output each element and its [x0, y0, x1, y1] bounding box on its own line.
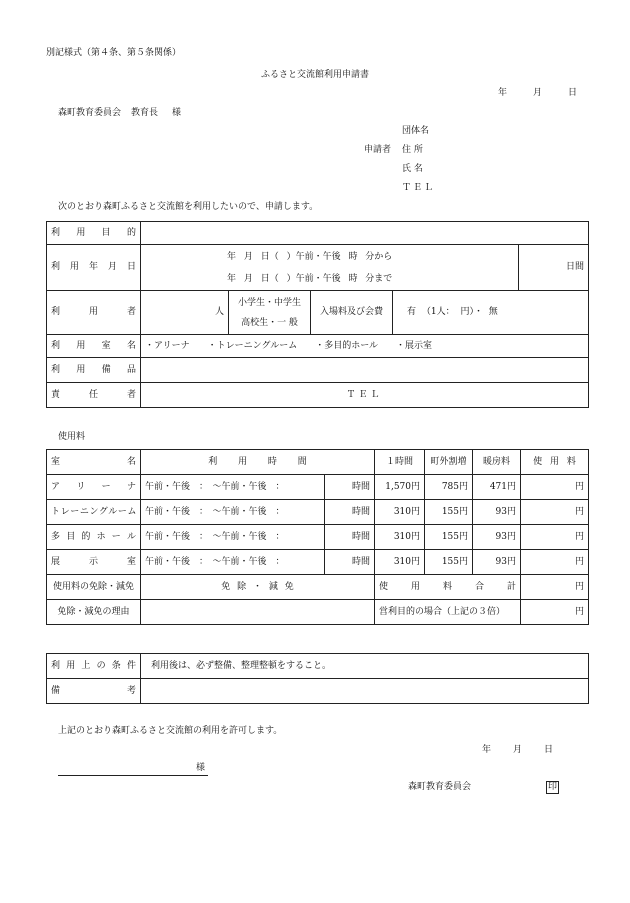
fee-heating: 471円 — [473, 475, 521, 500]
address-label: 住 所 — [402, 145, 423, 155]
equipment-field[interactable] — [141, 358, 589, 383]
fee-room: ア リ ー ナ — [47, 475, 141, 500]
approval-date-day: 日 — [544, 745, 554, 755]
fee-time[interactable]: 午前・午後 ： ～午前・午後 ： — [141, 550, 325, 575]
approval-text: 上記のとおり森町ふるさと交流館の利用を許可します。 — [58, 726, 283, 736]
fee-outside: 785円 — [425, 475, 473, 500]
student-category — [229, 291, 311, 335]
fee-amount[interactable]: 円 — [521, 500, 589, 525]
date-range-cell[interactable] — [141, 245, 519, 291]
fee-outside: 155円 — [425, 550, 473, 575]
admission-fee-label: 入場料及び会費 — [311, 291, 393, 335]
reason-row — [47, 600, 589, 625]
usage-table — [46, 221, 589, 408]
col-hour-header: １時間 — [375, 450, 425, 475]
fees-section-label: 使用料 — [58, 432, 86, 442]
fee-heating: 93円 — [473, 525, 521, 550]
fee-heating: 93円 — [473, 550, 521, 575]
manager-label: 責 任 者 — [47, 383, 141, 408]
col-heating-header: 暖房料 — [473, 450, 521, 475]
users-row — [47, 291, 589, 335]
conditions-table — [46, 653, 589, 704]
seal-mark — [546, 781, 559, 794]
fee-hours[interactable]: 時間 — [325, 500, 375, 525]
equipment-row — [47, 358, 589, 383]
conditions-row — [47, 654, 589, 679]
date-to: 年 月 日（ ）午前・午後 時 分まで — [227, 273, 393, 284]
seal-text: 印 — [548, 782, 558, 792]
recipient-honorific: 様 — [196, 763, 206, 773]
fees-header-row — [47, 450, 589, 475]
date-label: 利 用 年 月 日 — [47, 245, 141, 291]
fee-outside: 155円 — [425, 525, 473, 550]
recipient-underline[interactable] — [58, 775, 208, 776]
fee-row — [47, 550, 589, 575]
addressee-honorific: 様 — [172, 108, 182, 118]
fee-amount[interactable]: 円 — [521, 525, 589, 550]
col-fee-header: 使 用 料 — [521, 450, 589, 475]
fee-heating: 93円 — [473, 500, 521, 525]
exemption-value[interactable]: 免 除 ・ 減 免 — [141, 575, 375, 600]
notes-label: 備 考 — [47, 679, 141, 704]
exemption-label: 使用料の免除・減免 — [47, 575, 141, 600]
issuer-name: 森町教育委員会 — [408, 782, 472, 792]
fee-time[interactable]: 午前・午後 ： ～午前・午後 ： — [141, 475, 325, 500]
days-cell[interactable]: 日間 — [519, 245, 589, 291]
student-line2: 高校生・一 般 — [241, 317, 298, 328]
applicant-label: 申請者 — [364, 145, 392, 155]
form-number: 別記様式（第４条、第５条関係） — [46, 48, 182, 58]
manager-row — [47, 383, 589, 408]
addressee-org: 森町教育委員会 — [58, 108, 122, 118]
fee-room: 多 目 的 ホ ー ル — [47, 525, 141, 550]
approval-date — [482, 745, 553, 756]
conditions-label: 利 用 上 の 条 件 — [47, 654, 141, 679]
intro-text: 次のとおり森町ふるさと交流館を利用したいので、申請します。 — [58, 202, 319, 212]
fee-per-hour: 1,570円 — [375, 475, 425, 500]
fee-per-hour: 310円 — [375, 500, 425, 525]
commercial-value[interactable]: 円 — [521, 600, 589, 625]
fee-row — [47, 500, 589, 525]
header-date — [498, 88, 577, 99]
fees-table — [46, 449, 589, 625]
tel-label: ＴＥＬ — [402, 183, 436, 193]
fee-outside: 155円 — [425, 500, 473, 525]
fee-amount[interactable]: 円 — [521, 550, 589, 575]
reason-label: 免除・減免の理由 — [47, 600, 141, 625]
notes-row — [47, 679, 589, 704]
date-month: 月 — [533, 88, 543, 98]
fee-room: 展 示 室 — [47, 550, 141, 575]
reason-field[interactable] — [141, 600, 375, 625]
equipment-label: 利 用 備 品 — [47, 358, 141, 383]
name-label: 氏 名 — [402, 164, 423, 174]
addressee-title: 教育長 — [131, 108, 159, 118]
fee-hours[interactable]: 時間 — [325, 550, 375, 575]
fee-room: トレーニングルーム — [47, 500, 141, 525]
fee-row — [47, 525, 589, 550]
fee-row — [47, 475, 589, 500]
approval-date-month: 月 — [513, 745, 523, 755]
student-line1: 小学生・中学生 — [237, 297, 301, 308]
exemption-row — [47, 575, 589, 600]
room-label: 利 用 室 名 — [47, 335, 141, 358]
total-value[interactable]: 円 — [521, 575, 589, 600]
fee-amount[interactable]: 円 — [521, 475, 589, 500]
col-time-header: 利 用 時 間 — [141, 450, 375, 475]
date-year: 年 — [498, 88, 508, 98]
users-label: 利 用 者 — [47, 291, 141, 335]
persons-cell[interactable]: 人 — [141, 291, 229, 335]
total-label: 使 用 料 合 計 — [375, 575, 521, 600]
fee-per-hour: 310円 — [375, 525, 425, 550]
date-from: 年 月 日（ ）午前・午後 時 分から — [227, 251, 393, 262]
notes-field[interactable] — [141, 679, 589, 704]
addressee — [58, 108, 181, 119]
fee-hours[interactable]: 時間 — [325, 525, 375, 550]
col-room-header: 室 名 — [47, 450, 141, 475]
conditions-value: 利用後は、必ず整備、整理整頓をすること。 — [141, 654, 589, 679]
room-options[interactable]: ・アリーナ ・トレーニングルーム ・多目的ホール ・展示室 — [141, 335, 589, 358]
fee-hours[interactable]: 時間 — [325, 475, 375, 500]
col-outside-header: 町外割増 — [425, 450, 473, 475]
room-row — [47, 335, 589, 358]
purpose-row — [47, 222, 589, 245]
form-title: ふるさと交流館利用申請書 — [260, 70, 369, 80]
fee-time[interactable]: 午前・午後 ： ～午前・午後 ： — [141, 500, 325, 525]
date-row — [47, 245, 589, 291]
manager-tel[interactable]: ＴＥＬ — [141, 383, 589, 408]
approval-date-year: 年 — [482, 745, 492, 755]
fee-per-hour: 310円 — [375, 550, 425, 575]
commercial-label: 営利目的の場合（上記の３倍） — [375, 600, 521, 625]
date-day: 日 — [568, 88, 578, 98]
purpose-field[interactable] — [141, 222, 589, 245]
fee-time[interactable]: 午前・午後 ： ～午前・午後 ： — [141, 525, 325, 550]
admission-fee-value[interactable]: 有 （1人： 円）・ 無 — [393, 291, 589, 335]
purpose-label: 利 用 目 的 — [47, 222, 141, 245]
group-name-label: 団体名 — [402, 126, 430, 136]
